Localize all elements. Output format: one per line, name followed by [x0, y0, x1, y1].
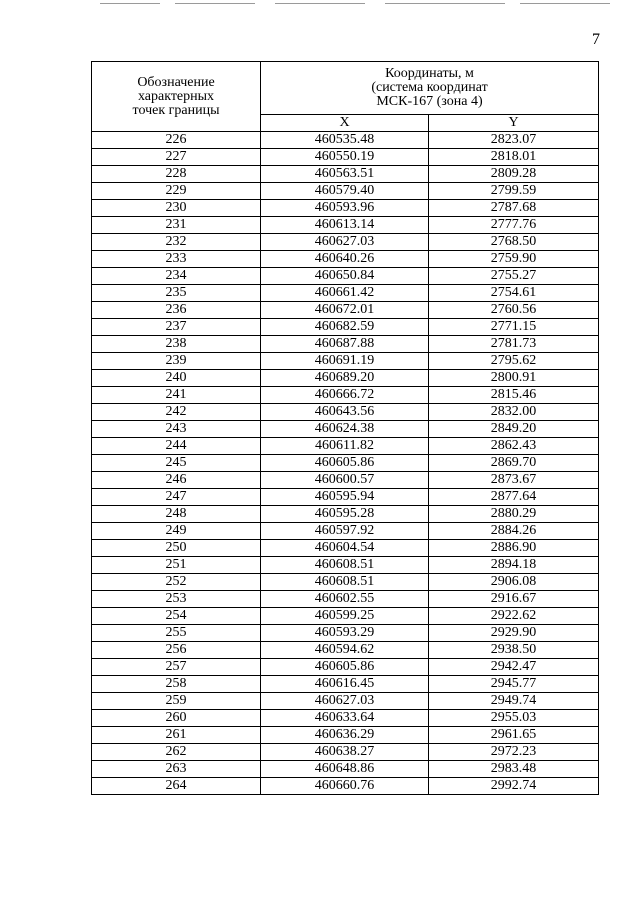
table-row — [92, 234, 599, 251]
x-coordinate-cell: 460605.86 — [261, 455, 429, 472]
top-rule — [385, 3, 505, 4]
table-row — [92, 710, 599, 727]
x-coordinate-cell: 460608.51 — [261, 574, 429, 591]
table-row — [92, 472, 599, 489]
y-coordinate-cell: 2759.90 — [429, 251, 599, 268]
y-coordinate-cell: 2922.62 — [429, 608, 599, 625]
x-coordinate-cell: 460689.20 — [261, 370, 429, 387]
table-row — [92, 353, 599, 370]
table-row — [92, 404, 599, 421]
y-coordinate-cell: 2781.73 — [429, 336, 599, 353]
y-column-header: Y — [429, 115, 599, 132]
y-coordinate-cell: 2787.68 — [429, 200, 599, 217]
x-coordinate-cell: 460687.88 — [261, 336, 429, 353]
x-coordinate-cell: 460608.51 — [261, 557, 429, 574]
x-coordinate-cell: 460627.03 — [261, 234, 429, 251]
point-id-cell: 248 — [92, 506, 261, 523]
y-coordinate-cell: 2880.29 — [429, 506, 599, 523]
x-coordinate-cell: 460595.94 — [261, 489, 429, 506]
x-coordinate-cell: 460624.38 — [261, 421, 429, 438]
x-coordinate-cell: 460660.76 — [261, 778, 429, 795]
y-coordinate-cell: 2929.90 — [429, 625, 599, 642]
table-row — [92, 591, 599, 608]
header-line: точек границы — [132, 102, 220, 118]
top-rule — [100, 3, 160, 4]
y-coordinate-cell: 2755.27 — [429, 268, 599, 285]
y-coordinate-cell: 2818.01 — [429, 149, 599, 166]
y-coordinate-cell: 2992.74 — [429, 778, 599, 795]
point-id-cell: 236 — [92, 302, 261, 319]
table-row — [92, 625, 599, 642]
point-id-cell: 238 — [92, 336, 261, 353]
point-id-cell: 254 — [92, 608, 261, 625]
point-id-cell: 226 — [92, 132, 261, 149]
table-row — [92, 285, 599, 302]
point-id-cell: 249 — [92, 523, 261, 540]
table-row — [92, 693, 599, 710]
point-designation-header — [92, 62, 261, 132]
point-id-cell: 235 — [92, 285, 261, 302]
table-row — [92, 183, 599, 200]
y-coordinate-cell: 2832.00 — [429, 404, 599, 421]
point-id-cell: 253 — [92, 591, 261, 608]
x-coordinate-cell: 460595.28 — [261, 506, 429, 523]
table-row — [92, 387, 599, 404]
point-id-cell: 241 — [92, 387, 261, 404]
y-coordinate-cell: 2886.90 — [429, 540, 599, 557]
top-rule — [175, 3, 255, 4]
y-coordinate-cell: 2906.08 — [429, 574, 599, 591]
x-coordinate-cell: 460643.56 — [261, 404, 429, 421]
table-row — [92, 489, 599, 506]
y-coordinate-cell: 2942.47 — [429, 659, 599, 676]
x-coordinate-cell: 460594.62 — [261, 642, 429, 659]
x-coordinate-cell: 460600.57 — [261, 472, 429, 489]
point-id-cell: 232 — [92, 234, 261, 251]
point-id-cell: 258 — [92, 676, 261, 693]
x-coordinate-cell: 460666.72 — [261, 387, 429, 404]
table-row — [92, 506, 599, 523]
y-coordinate-cell: 2983.48 — [429, 761, 599, 778]
table-row — [92, 251, 599, 268]
table-row — [92, 302, 599, 319]
coordinates-header — [261, 62, 599, 115]
header-line: МСК-167 (зона 4) — [376, 94, 483, 109]
table-row — [92, 455, 599, 472]
y-coordinate-cell: 2771.15 — [429, 319, 599, 336]
x-coordinate-cell: 460593.96 — [261, 200, 429, 217]
point-id-cell: 259 — [92, 693, 261, 710]
point-id-cell: 227 — [92, 149, 261, 166]
point-id-cell: 260 — [92, 710, 261, 727]
header-line: характерных — [137, 88, 215, 104]
y-coordinate-cell: 2777.76 — [429, 217, 599, 234]
top-rule — [520, 3, 610, 4]
table-row — [92, 778, 599, 795]
x-coordinate-cell: 460682.59 — [261, 319, 429, 336]
y-coordinate-cell: 2972.23 — [429, 744, 599, 761]
header-line: (система координат — [371, 80, 488, 95]
page-number: 7 — [592, 31, 600, 48]
y-coordinate-cell: 2760.56 — [429, 302, 599, 319]
x-coordinate-cell: 460640.26 — [261, 251, 429, 268]
table-row — [92, 676, 599, 693]
top-rule — [275, 3, 365, 4]
header-line: Обозначение — [137, 74, 215, 90]
point-id-cell: 229 — [92, 183, 261, 200]
x-coordinate-cell: 460616.45 — [261, 676, 429, 693]
y-coordinate-cell: 2754.61 — [429, 285, 599, 302]
point-id-cell: 244 — [92, 438, 261, 455]
x-coordinate-cell: 460627.03 — [261, 693, 429, 710]
y-coordinate-cell: 2823.07 — [429, 132, 599, 149]
x-coordinate-cell: 460602.55 — [261, 591, 429, 608]
x-coordinate-cell: 460636.29 — [261, 727, 429, 744]
y-coordinate-cell: 2799.59 — [429, 183, 599, 200]
table-row — [92, 744, 599, 761]
x-coordinate-cell: 460550.19 — [261, 149, 429, 166]
point-id-cell: 247 — [92, 489, 261, 506]
x-coordinate-cell: 460648.86 — [261, 761, 429, 778]
y-coordinate-cell: 2795.62 — [429, 353, 599, 370]
y-coordinate-cell: 2938.50 — [429, 642, 599, 659]
x-coordinate-cell: 460593.29 — [261, 625, 429, 642]
header-line: Координаты, м — [385, 66, 474, 81]
table-row — [92, 438, 599, 455]
x-coordinate-cell: 460672.01 — [261, 302, 429, 319]
y-coordinate-cell: 2849.20 — [429, 421, 599, 438]
x-coordinate-cell: 460633.64 — [261, 710, 429, 727]
point-id-cell: 228 — [92, 166, 261, 183]
point-id-cell: 237 — [92, 319, 261, 336]
table-row — [92, 149, 599, 166]
table-row — [92, 557, 599, 574]
y-coordinate-cell: 2955.03 — [429, 710, 599, 727]
point-id-cell: 234 — [92, 268, 261, 285]
table-row — [92, 523, 599, 540]
table-row — [92, 659, 599, 676]
x-coordinate-cell: 460691.19 — [261, 353, 429, 370]
table-row — [92, 421, 599, 438]
x-coordinate-cell: 460563.51 — [261, 166, 429, 183]
point-id-cell: 243 — [92, 421, 261, 438]
x-coordinate-cell: 460613.14 — [261, 217, 429, 234]
y-coordinate-cell: 2862.43 — [429, 438, 599, 455]
table-row — [92, 166, 599, 183]
point-id-cell: 263 — [92, 761, 261, 778]
point-id-cell: 256 — [92, 642, 261, 659]
table-row — [92, 268, 599, 285]
y-coordinate-cell: 2800.91 — [429, 370, 599, 387]
point-id-cell: 262 — [92, 744, 261, 761]
y-coordinate-cell: 2945.77 — [429, 676, 599, 693]
x-column-header: X — [261, 115, 429, 132]
table-row — [92, 370, 599, 387]
x-coordinate-cell: 460599.25 — [261, 608, 429, 625]
y-coordinate-cell: 2894.18 — [429, 557, 599, 574]
point-id-cell: 250 — [92, 540, 261, 557]
point-id-cell: 257 — [92, 659, 261, 676]
table-row — [92, 727, 599, 744]
y-coordinate-cell: 2916.67 — [429, 591, 599, 608]
table-row — [92, 608, 599, 625]
point-id-cell: 242 — [92, 404, 261, 421]
x-coordinate-cell: 460604.54 — [261, 540, 429, 557]
table-row — [92, 642, 599, 659]
table-row — [92, 336, 599, 353]
table-row — [92, 761, 599, 778]
table-row — [92, 574, 599, 591]
x-coordinate-cell: 460650.84 — [261, 268, 429, 285]
point-id-cell: 231 — [92, 217, 261, 234]
point-id-cell: 264 — [92, 778, 261, 795]
point-id-cell: 245 — [92, 455, 261, 472]
y-coordinate-cell: 2873.67 — [429, 472, 599, 489]
point-id-cell: 251 — [92, 557, 261, 574]
point-id-cell: 239 — [92, 353, 261, 370]
x-coordinate-cell: 460597.92 — [261, 523, 429, 540]
coordinates-table — [91, 61, 599, 795]
point-id-cell: 255 — [92, 625, 261, 642]
x-coordinate-cell: 460611.82 — [261, 438, 429, 455]
y-coordinate-cell: 2877.64 — [429, 489, 599, 506]
y-coordinate-cell: 2768.50 — [429, 234, 599, 251]
y-coordinate-cell: 2869.70 — [429, 455, 599, 472]
table-row — [92, 217, 599, 234]
table-row — [92, 319, 599, 336]
point-id-cell: 230 — [92, 200, 261, 217]
x-coordinate-cell: 460579.40 — [261, 183, 429, 200]
table-row — [92, 132, 599, 149]
table-row — [92, 200, 599, 217]
y-coordinate-cell: 2809.28 — [429, 166, 599, 183]
x-coordinate-cell: 460638.27 — [261, 744, 429, 761]
y-coordinate-cell: 2961.65 — [429, 727, 599, 744]
point-id-cell: 261 — [92, 727, 261, 744]
point-id-cell: 246 — [92, 472, 261, 489]
point-id-cell: 252 — [92, 574, 261, 591]
x-coordinate-cell: 460661.42 — [261, 285, 429, 302]
point-id-cell: 233 — [92, 251, 261, 268]
y-coordinate-cell: 2815.46 — [429, 387, 599, 404]
x-coordinate-cell: 460605.86 — [261, 659, 429, 676]
x-coordinate-cell: 460535.48 — [261, 132, 429, 149]
point-id-cell: 240 — [92, 370, 261, 387]
y-coordinate-cell: 2884.26 — [429, 523, 599, 540]
table-row — [92, 540, 599, 557]
y-coordinate-cell: 2949.74 — [429, 693, 599, 710]
